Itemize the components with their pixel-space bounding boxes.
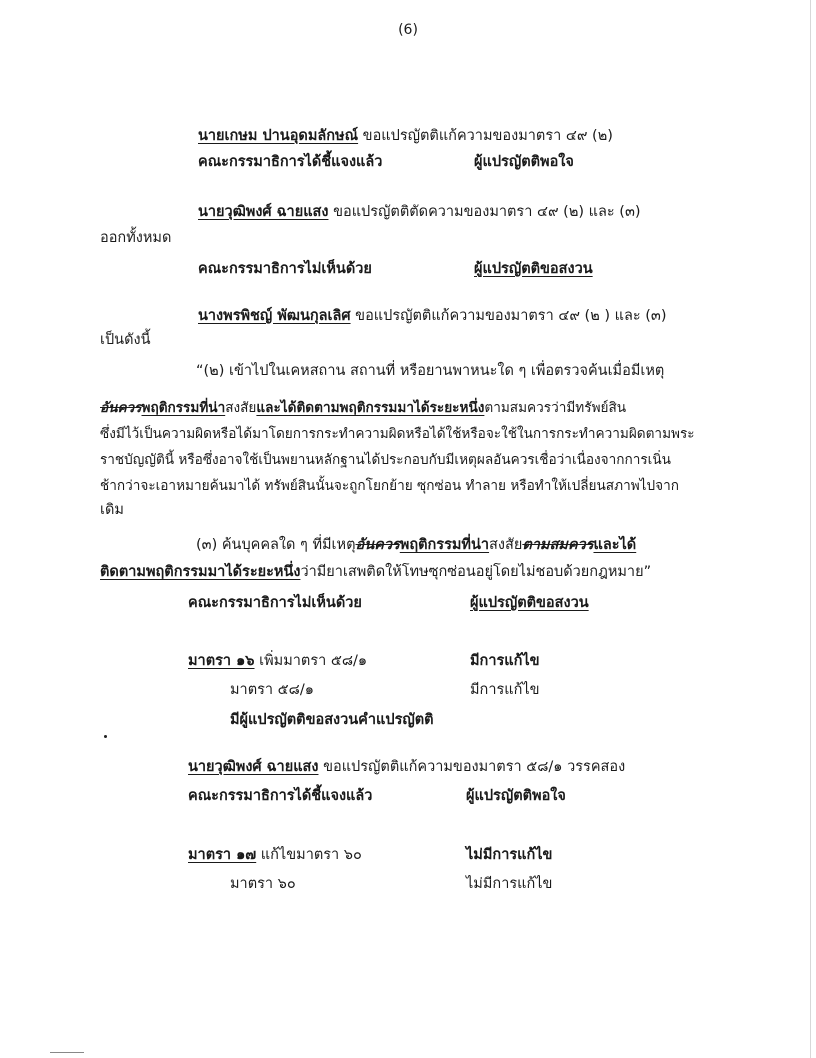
amendment-continuation: ออกทั้งหมด [100,230,172,246]
inserted-text: และได้ติดตามพฤติกรรมมาได้ระยะหนึ่ง [256,400,485,416]
inserted-text: ติดตามพฤติกรรมมาได้ระยะหนึ่ง [100,564,301,580]
committee-response: คณะกรรมาธิการได้ชี้แจงแล้ว [188,788,373,804]
proposer-result: ผู้แปรญัตติขอสงวน [474,261,593,277]
proposer-result: ผู้แปรญัตติพอใจ [466,788,566,804]
amendment-line-1 [198,126,613,146]
amendment-line-4 [188,757,625,777]
clause-2-line: อันควรพฤติกรรมที่น่าสงสัยและได้ติดตามพฤติกรรมมาได้ระยะหนึ่งตามสมควรว่ามีทรัพย์สิน [100,400,627,416]
amendment-request: ขอแปรญัตติตัดความของมาตรา ๔๙ (๒) และ (๓) [328,204,641,220]
stray-mark [104,735,107,738]
committee-response: คณะกรรมาธิการไม่เห็นด้วย [198,261,372,277]
struck-text: อันควร [100,400,142,416]
clause-2-line: เดิม [100,502,124,518]
amendment-request: ขอแปรญัตติแก้ความของมาตรา ๔๙ (๒) [358,128,613,144]
amendment-continuation: เป็นดังนี้ [100,332,151,348]
proposer-result: ผู้แปรญัตติขอสงวน [470,595,589,611]
scan-edge [810,0,811,1058]
inserted-text: และได้ [593,537,637,553]
amendment-line-2 [198,202,641,222]
section-status: มีการแก้ไข [470,653,540,669]
section-heading: มาตรา ๑๖ เพิ่มมาตรา ๕๘/๑ [188,653,368,669]
clause-2-line: “(๒) เข้าไปในเคหสถาน สถานที่ หรือยานพาหนะใด ๆ เพื่อตรวจค้นเมื่อมีเหตุ [196,363,665,379]
amendment-request: ขอแปรญัตติแก้ความของมาตรา ๔๙ (๒ ) และ (๓) [350,308,667,324]
clause-2-line: ช้ากว่าจะเอาหมายค้นมาได้ ทรัพย์สินนั้นจะถูกโยกย้าย ซุกซ่อน ทำลาย หรือทำให้เปลี่ยนสภาพไปจาก [100,478,679,494]
member-name: นายวุฒิพงศ์ ฉายแสง [188,759,319,775]
subsection-status: มีการแก้ไข [470,682,540,698]
subsection-status: ไม่มีการแก้ไข [466,876,553,892]
inserted-text: พฤติกรรมที่น่า [141,400,226,416]
footer-rule [50,1052,84,1053]
inserted-text: พฤติกรรมที่น่า [399,537,490,553]
clause-3-line: (๓) ค้นบุคคลใด ๆ ที่มีเหตุอันควรพฤติกรรมที่น่าสงสัยตามสมควรและได้ [196,537,637,553]
section-heading: มาตรา ๑๗ แก้ไขมาตรา ๖๐ [188,847,362,863]
member-name: นางพรพิชญ์ พัฒนกุลเลิศ [198,308,351,324]
clause-2-line: ซึ่งมีไว้เป็นความผิดหรือได้มาโดยการกระทำความผิดหรือได้ใช้หรือจะใช้ในการกระทำความผิดตามพระ [100,426,695,442]
committee-response: คณะกรรมาธิการไม่เห็นด้วย [188,595,362,611]
proposer-result: ผู้แปรญัตติพอใจ [474,154,574,170]
section-label: มาตรา ๑๖ [188,653,255,669]
clause-2-line: ราชบัญญัตินี้ หรือซึ่งอาจใช้เป็นพยานหลักฐานได้ประกอบกับมีเหตุผลอันควรเชื่อว่าเนื่องจากการเนิ่น [100,452,671,468]
struck-text: อันควร [355,537,400,553]
member-name: นายวุฒิพงศ์ ฉายแสง [198,204,329,220]
section-label: มาตรา ๑๗ [188,847,257,863]
amendment-request: ขอแปรญัตติแก้ความของมาตรา ๕๘/๑ วรรคสอง [318,759,626,775]
subsection-label: มาตรา ๖๐ [230,876,296,892]
struck-text: ตามสมควร [522,537,594,553]
committee-response: คณะกรรมาธิการได้ชี้แจงแล้ว [198,154,383,170]
page-number: (6) [398,22,418,38]
amendment-line-3 [198,306,667,326]
clause-3-line: ติดตามพฤติกรรมมาได้ระยะหนึ่งว่ามียาเสพติดให้โทษซุกซ่อนอยู่โดยไม่ชอบด้วยกฎหมาย” [100,564,652,580]
section-status: ไม่มีการแก้ไข [466,847,553,863]
member-name: นายเกษม ปานอุดมลักษณ์ [198,128,359,144]
subsection-label: มาตรา ๕๘/๑ [230,682,314,698]
reservation-note: มีผู้แปรญัตติขอสงวนคำแปรญัตติ [230,712,434,728]
